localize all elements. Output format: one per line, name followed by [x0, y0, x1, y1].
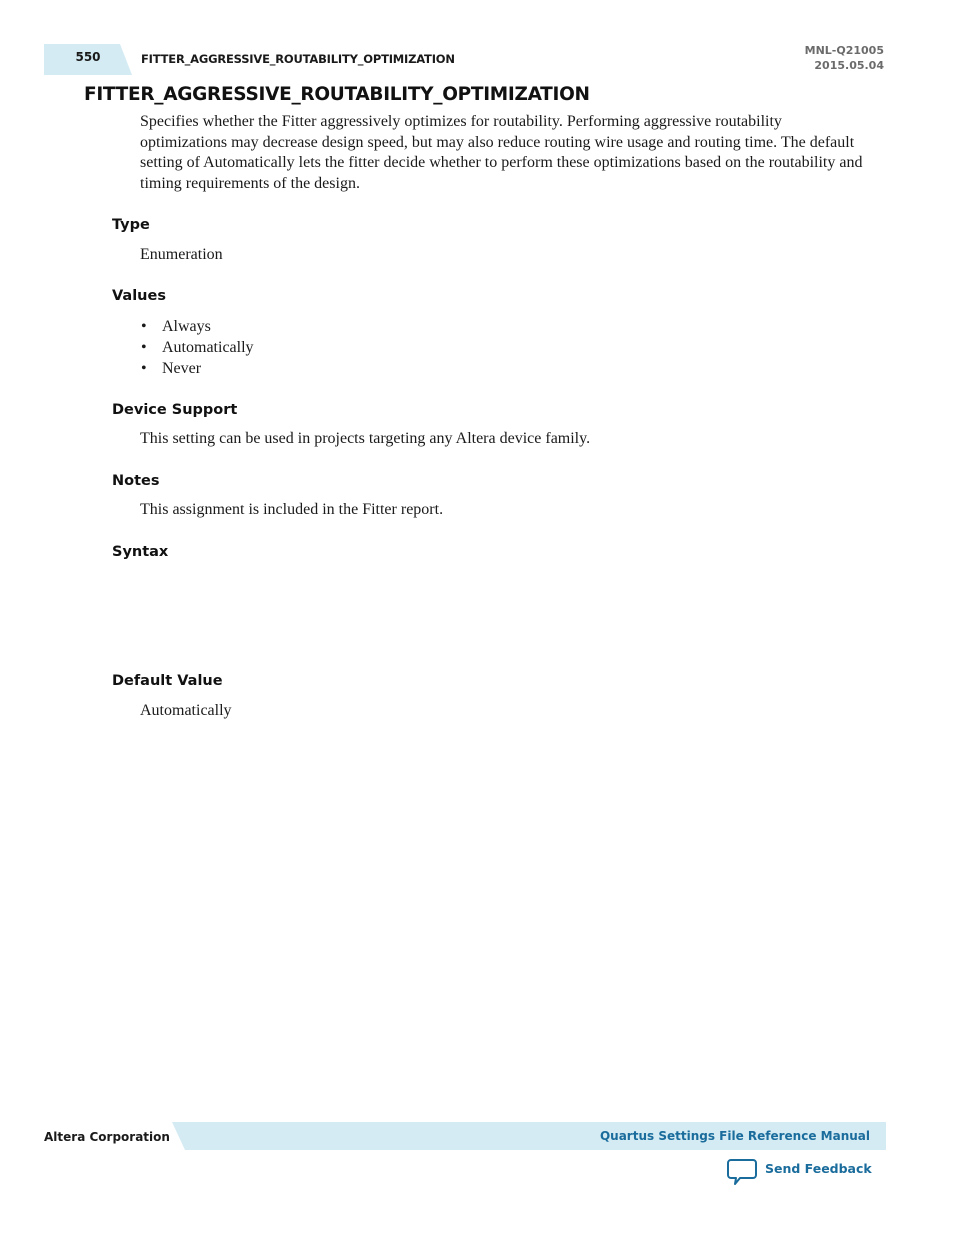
values-heading: Values: [112, 288, 166, 304]
device-support-text: This setting can be used in projects targeting any Altera device family.: [140, 430, 591, 447]
doc-id: MNL-Q21005: [804, 44, 884, 57]
default-value-heading: Default Value: [112, 673, 223, 689]
send-feedback-button[interactable]: [727, 1158, 872, 1186]
type-value: Enumeration: [140, 246, 223, 263]
bullet-icon: •: [141, 318, 147, 335]
list-item: • Never: [141, 360, 202, 377]
list-item: • Always: [141, 318, 211, 335]
manual-title-link[interactable]: Quartus Settings File Reference Manual: [599, 1129, 870, 1143]
bullet-icon: •: [141, 339, 147, 356]
type-heading: Type: [112, 217, 150, 233]
notes-heading: Notes: [112, 473, 160, 489]
doc-date: 2015.05.04: [814, 59, 884, 72]
company-name: Altera Corporation: [44, 1130, 170, 1144]
page-title: FITTER_AGGRESSIVE_ROUTABILITY_OPTIMIZATION: [84, 84, 590, 105]
description-paragraph: Specifies whether the Fitter aggressively optimizes for routability. Performing aggressive routability optimizations may decrease design speed, but may also reduce routing wire usage and routing time. The default setting of Automatically lets the fitter decide whether to perform these optimizations based on the routability and timing requirements of the design.: [140, 113, 863, 192]
values-list: [140, 316, 254, 379]
default-value-text: Automatically: [140, 702, 232, 719]
device-support-heading: Device Support: [112, 402, 238, 418]
notes-text: This assignment is included in the Fitter report.: [140, 501, 444, 518]
send-feedback-label: Send Feedback: [765, 1161, 872, 1176]
page-number: 550: [75, 50, 101, 64]
running-title: FITTER_AGGRESSIVE_ROUTABILITY_OPTIMIZATION: [141, 52, 455, 66]
doc-info: [805, 43, 884, 73]
bullet-icon: •: [141, 360, 147, 377]
syntax-heading: Syntax: [112, 544, 169, 560]
list-item: • Automatically: [141, 339, 254, 356]
speech-bubble-icon: [727, 1158, 757, 1186]
